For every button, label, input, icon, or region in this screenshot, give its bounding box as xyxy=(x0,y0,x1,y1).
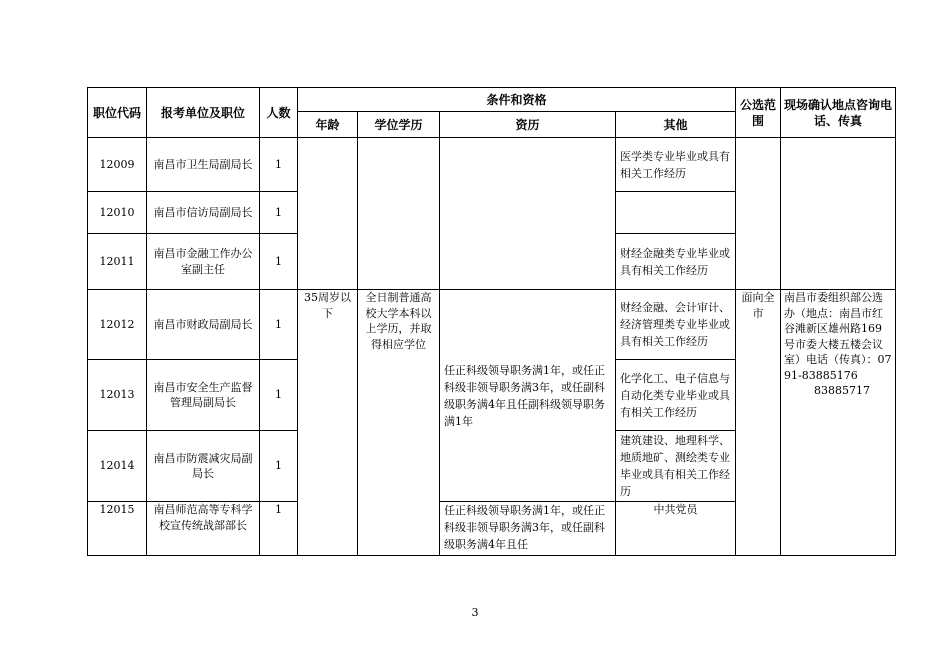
row-unit: 南昌市信访局副局长 xyxy=(147,192,260,234)
row-other: 财经金融类专业毕业或具有相关工作经历 xyxy=(616,234,736,290)
row-count: 1 xyxy=(260,138,298,192)
experience-last: 任正科级领导职务满1年，或任正科级非领导职务满3年，或任副科级职务满4年且任 xyxy=(440,502,616,556)
empty-contact-cell xyxy=(781,138,896,290)
row-other: 财经金融、会计审计、经济管理类专业毕业或具有相关工作经历 xyxy=(616,290,736,360)
table-row xyxy=(88,290,896,360)
header-experience: 资历 xyxy=(440,112,616,138)
row-unit: 南昌师范高等专科学校宣传统战部部长 xyxy=(147,502,260,556)
row-other: 医学类专业毕业或具有相关工作经历 xyxy=(616,138,736,192)
header-conditions: 条件和资格 xyxy=(298,88,736,112)
recruitment-table xyxy=(87,87,896,556)
shared-contact xyxy=(781,290,896,556)
row-other: 中共党员 xyxy=(616,502,736,556)
row-count: 1 xyxy=(260,502,298,556)
row-other xyxy=(616,192,736,234)
row-count: 1 xyxy=(260,192,298,234)
shared-experience: 任正科级领导职务满1年，或任正科级非领导职务满3年，或任副科级职务满4年且任副科级领导职务满1年 xyxy=(440,290,616,502)
contact-text: 南昌市委组织部公选办（地点：南昌市红谷滩新区雄州路169号市委大楼五楼会议室）电话（传真）：0791-83885176 xyxy=(784,291,892,382)
row-unit: 南昌市卫生局副局长 xyxy=(147,138,260,192)
contact-extra-phone: 83885717 xyxy=(814,384,871,397)
row-count: 1 xyxy=(260,290,298,360)
empty-experience-cell xyxy=(440,138,616,290)
row-code: 12010 xyxy=(88,192,147,234)
table-row xyxy=(88,138,896,192)
row-code: 12014 xyxy=(88,431,147,502)
page-number: 3 xyxy=(471,606,479,619)
header-age: 年龄 xyxy=(298,112,358,138)
row-code: 12011 xyxy=(88,234,147,290)
row-count: 1 xyxy=(260,431,298,502)
row-code: 12013 xyxy=(88,360,147,431)
header-scope: 公选范围 xyxy=(736,88,781,138)
empty-scope-cell xyxy=(736,138,781,290)
row-other: 建筑建设、地理科学、地质地矿、测绘类专业毕业或具有相关工作经历 xyxy=(616,431,736,502)
row-code: 12015 xyxy=(88,502,147,556)
row-count: 1 xyxy=(260,234,298,290)
row-unit: 南昌市财政局副局长 xyxy=(147,290,260,360)
header-degree: 学位学历 xyxy=(358,112,440,138)
row-count: 1 xyxy=(260,360,298,431)
row-unit: 南昌市金融工作办公室副主任 xyxy=(147,234,260,290)
header-contact: 现场确认地点咨询电话、传真 xyxy=(781,88,896,138)
header-unit: 报考单位及职位 xyxy=(147,88,260,138)
header-count: 人数 xyxy=(260,88,298,138)
row-code: 12009 xyxy=(88,138,147,192)
shared-degree: 全日制普通高校大学本科以上学历，并取得相应学位 xyxy=(358,290,440,556)
header-other: 其他 xyxy=(616,112,736,138)
header-code: 职位代码 xyxy=(88,88,147,138)
row-other: 化学化工、电子信息与自动化类专业毕业或具有相关工作经历 xyxy=(616,360,736,431)
row-code: 12012 xyxy=(88,290,147,360)
row-unit: 南昌市安全生产监督管理局副局长 xyxy=(147,360,260,431)
empty-degree-cell xyxy=(358,138,440,290)
shared-scope: 面向全市 xyxy=(736,290,781,556)
row-unit: 南昌市防震减灾局副局长 xyxy=(147,431,260,502)
shared-age: 35周岁以下 xyxy=(298,290,358,556)
empty-age-cell xyxy=(298,138,358,290)
